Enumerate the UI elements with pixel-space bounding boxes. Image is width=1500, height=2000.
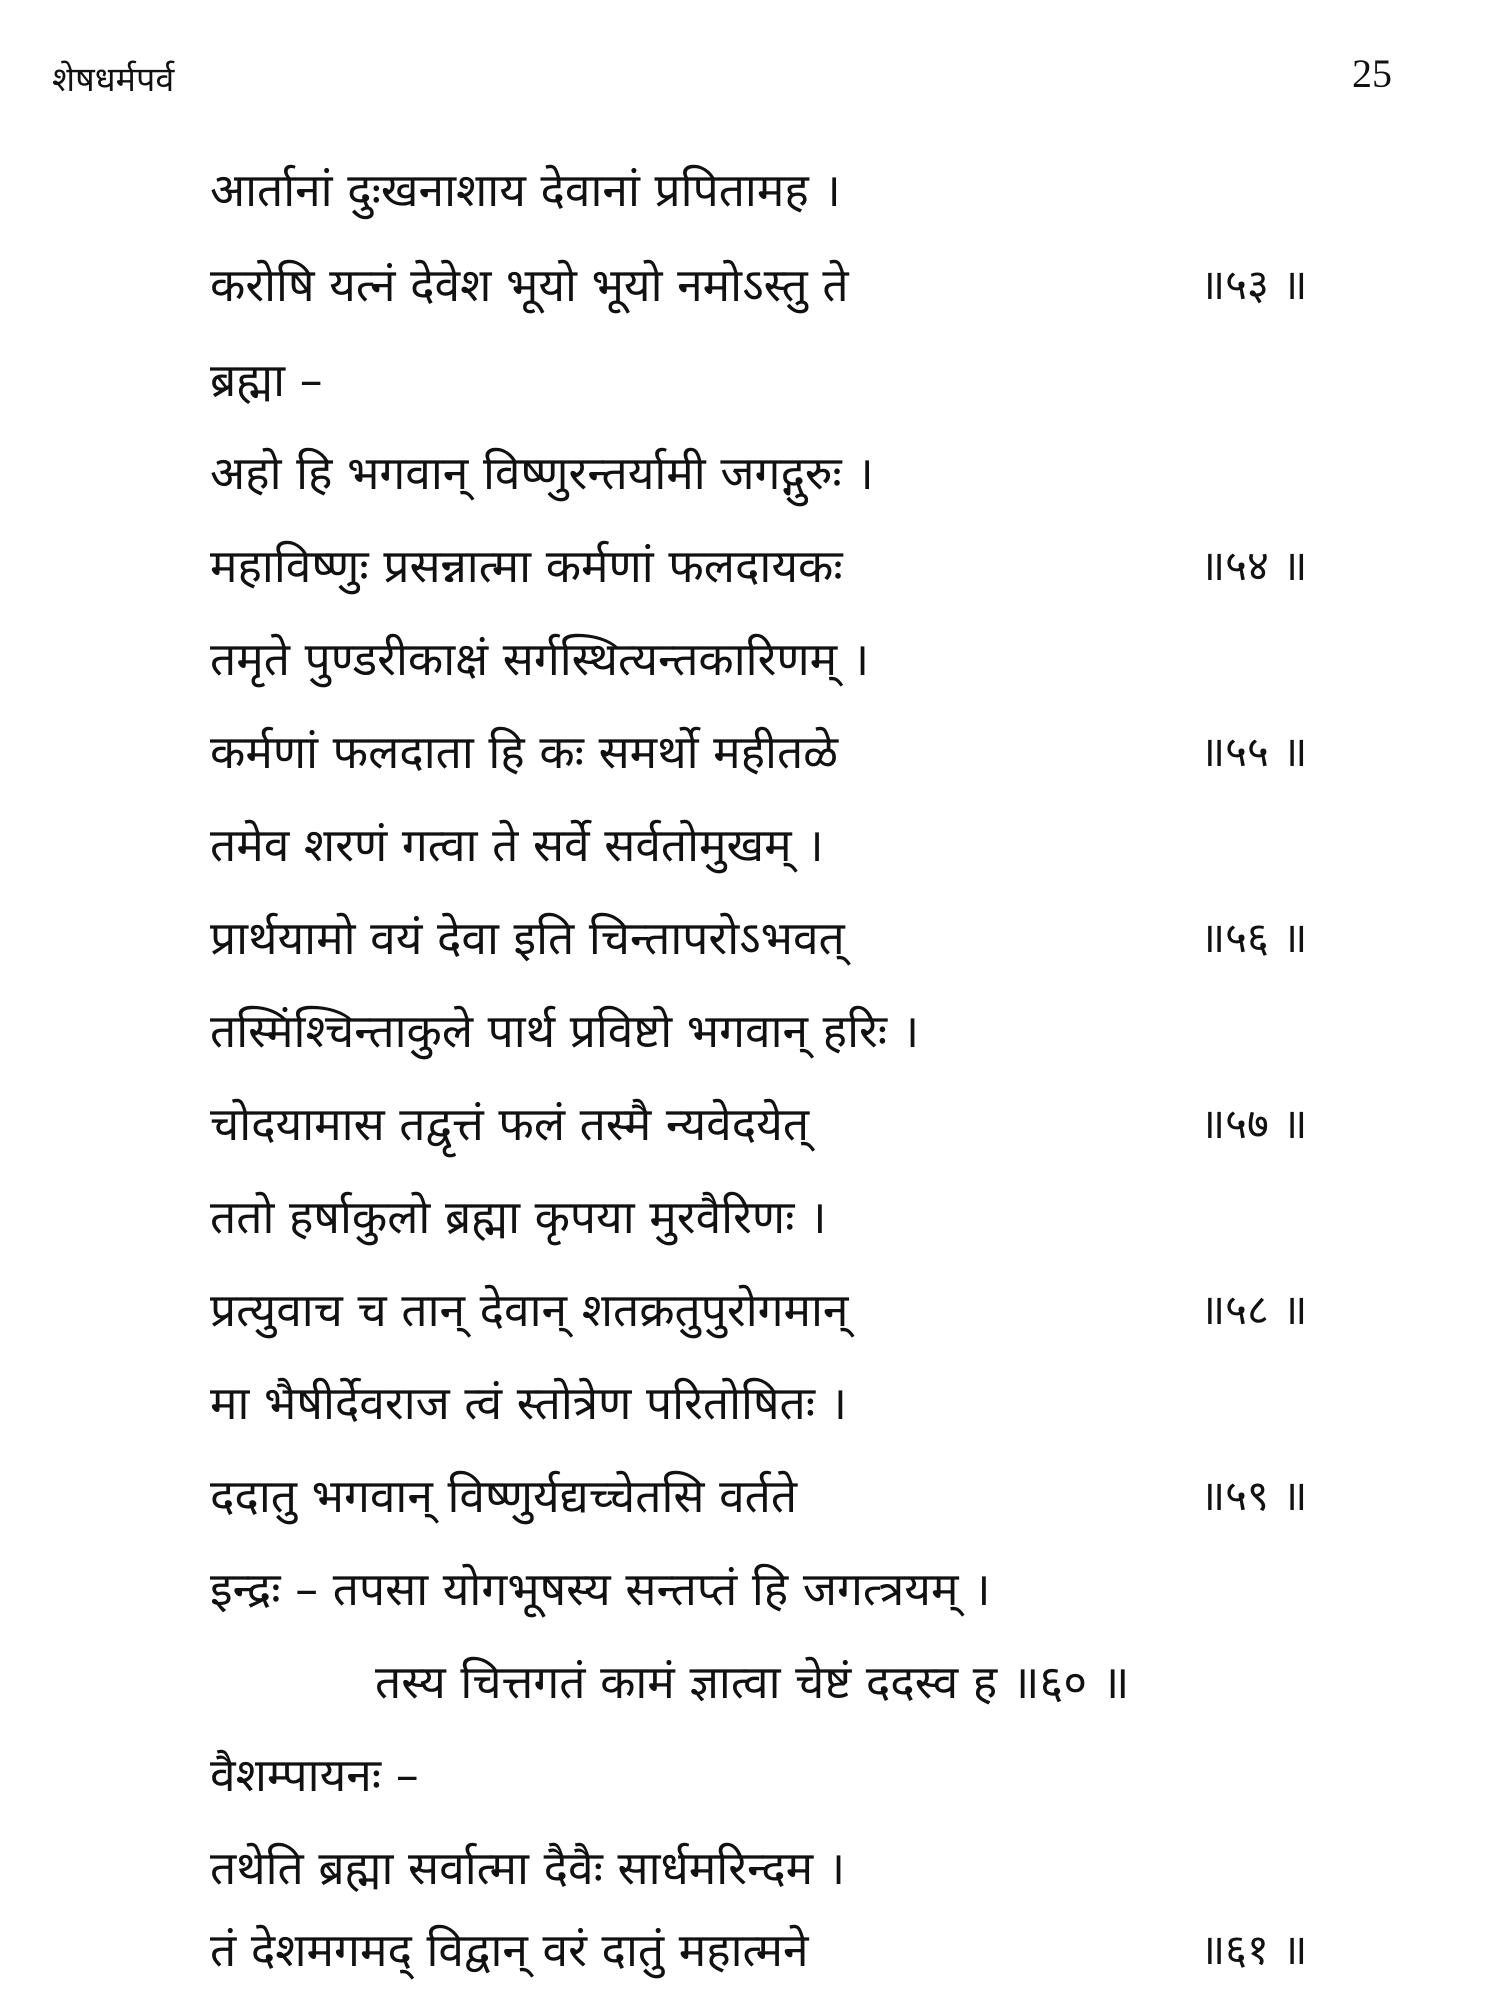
- verse-line: चोदयामास तद्वृत्तं फलं तस्मै न्यवेदयेत्: [210, 1097, 810, 1151]
- verse-number: ॥५७ ॥: [1200, 1099, 1308, 1148]
- verse-line: ततो हर्षाकुलो ब्रह्मा कृपया मुरवैरिणः ।: [210, 1190, 827, 1244]
- verse-line: तं देशमगमद् विद्वान् वरं दातुं महात्मने: [210, 1923, 809, 1977]
- verse-number: ॥५८ ॥: [1200, 1285, 1308, 1334]
- verse-line: तस्य चित्तगतं कामं ज्ञात्वा चेष्टं ददस्व ह ॥६० ॥: [375, 1655, 1130, 1709]
- verse-line: तथेति ब्रह्मा सर्वात्मा दैवैः सार्धमरिन्दम ।: [210, 1841, 846, 1895]
- speaker-label: वैशम्पायनः –: [210, 1748, 419, 1802]
- verse-line: आर्तानां दुःखनाशाय देवानां प्रपितामह ।: [210, 163, 841, 217]
- verse-number: ॥५९ ॥: [1200, 1471, 1308, 1520]
- page-number: 25: [1352, 51, 1392, 96]
- verse-line: इन्द्रः – तपसा योगभूषस्य सन्तप्तं हि जगत्त्रयम् ।: [210, 1562, 991, 1616]
- verse-number: ॥५६ ॥: [1200, 913, 1308, 962]
- verse-line: प्रत्युवाच च तान् देवान् शतक्रतुपुरोगमान्: [210, 1283, 849, 1337]
- verse-line: मा भैषीर्देवराज त्वं स्तोत्रेण परितोषितः ।: [210, 1376, 848, 1430]
- verse-number: ॥५३ ॥: [1200, 260, 1308, 309]
- running-header-title: शेषधर्मपर्व: [52, 60, 175, 100]
- verse-number: ॥६१ ॥: [1200, 1925, 1308, 1974]
- verse-line: अहो हि भगवान् विष्णुरन्तर्यामी जगद्गुरुः ।: [210, 446, 874, 500]
- verse-number: ॥५५ ॥: [1200, 727, 1308, 776]
- verse-line: तमेव शरणं गत्वा ते सर्वे सर्वतोमुखम् ।: [210, 818, 824, 872]
- verse-line: ददातु भगवान् विष्णुर्यद्यच्चेतसि वर्तते: [210, 1469, 798, 1523]
- speaker-label: ब्रह्मा –: [210, 353, 323, 407]
- verse-line: तमृते पुण्डरीकाक्षं सर्गस्थित्यन्तकारिणम् ।: [210, 632, 870, 686]
- verse-line: कर्मणां फलदाता हि कः समर्थो महीतळे: [210, 725, 839, 779]
- verse-line: करोषि यत्नं देवेश भूयो भूयो नमोऽस्तु ते: [210, 258, 849, 312]
- verse-number: ॥५४ ॥: [1200, 541, 1308, 590]
- verse-line: तस्मिंश्चिन्ताकुले पार्थ प्रविष्टो भगवान् हरिः ।: [210, 1004, 920, 1058]
- verse-line: महाविष्णुः प्रसन्नात्मा कर्मणां फलदायकः: [210, 539, 843, 593]
- verse-line: प्रार्थयामो वयं देवा इति चिन्तापरोऽभवत्: [210, 911, 845, 965]
